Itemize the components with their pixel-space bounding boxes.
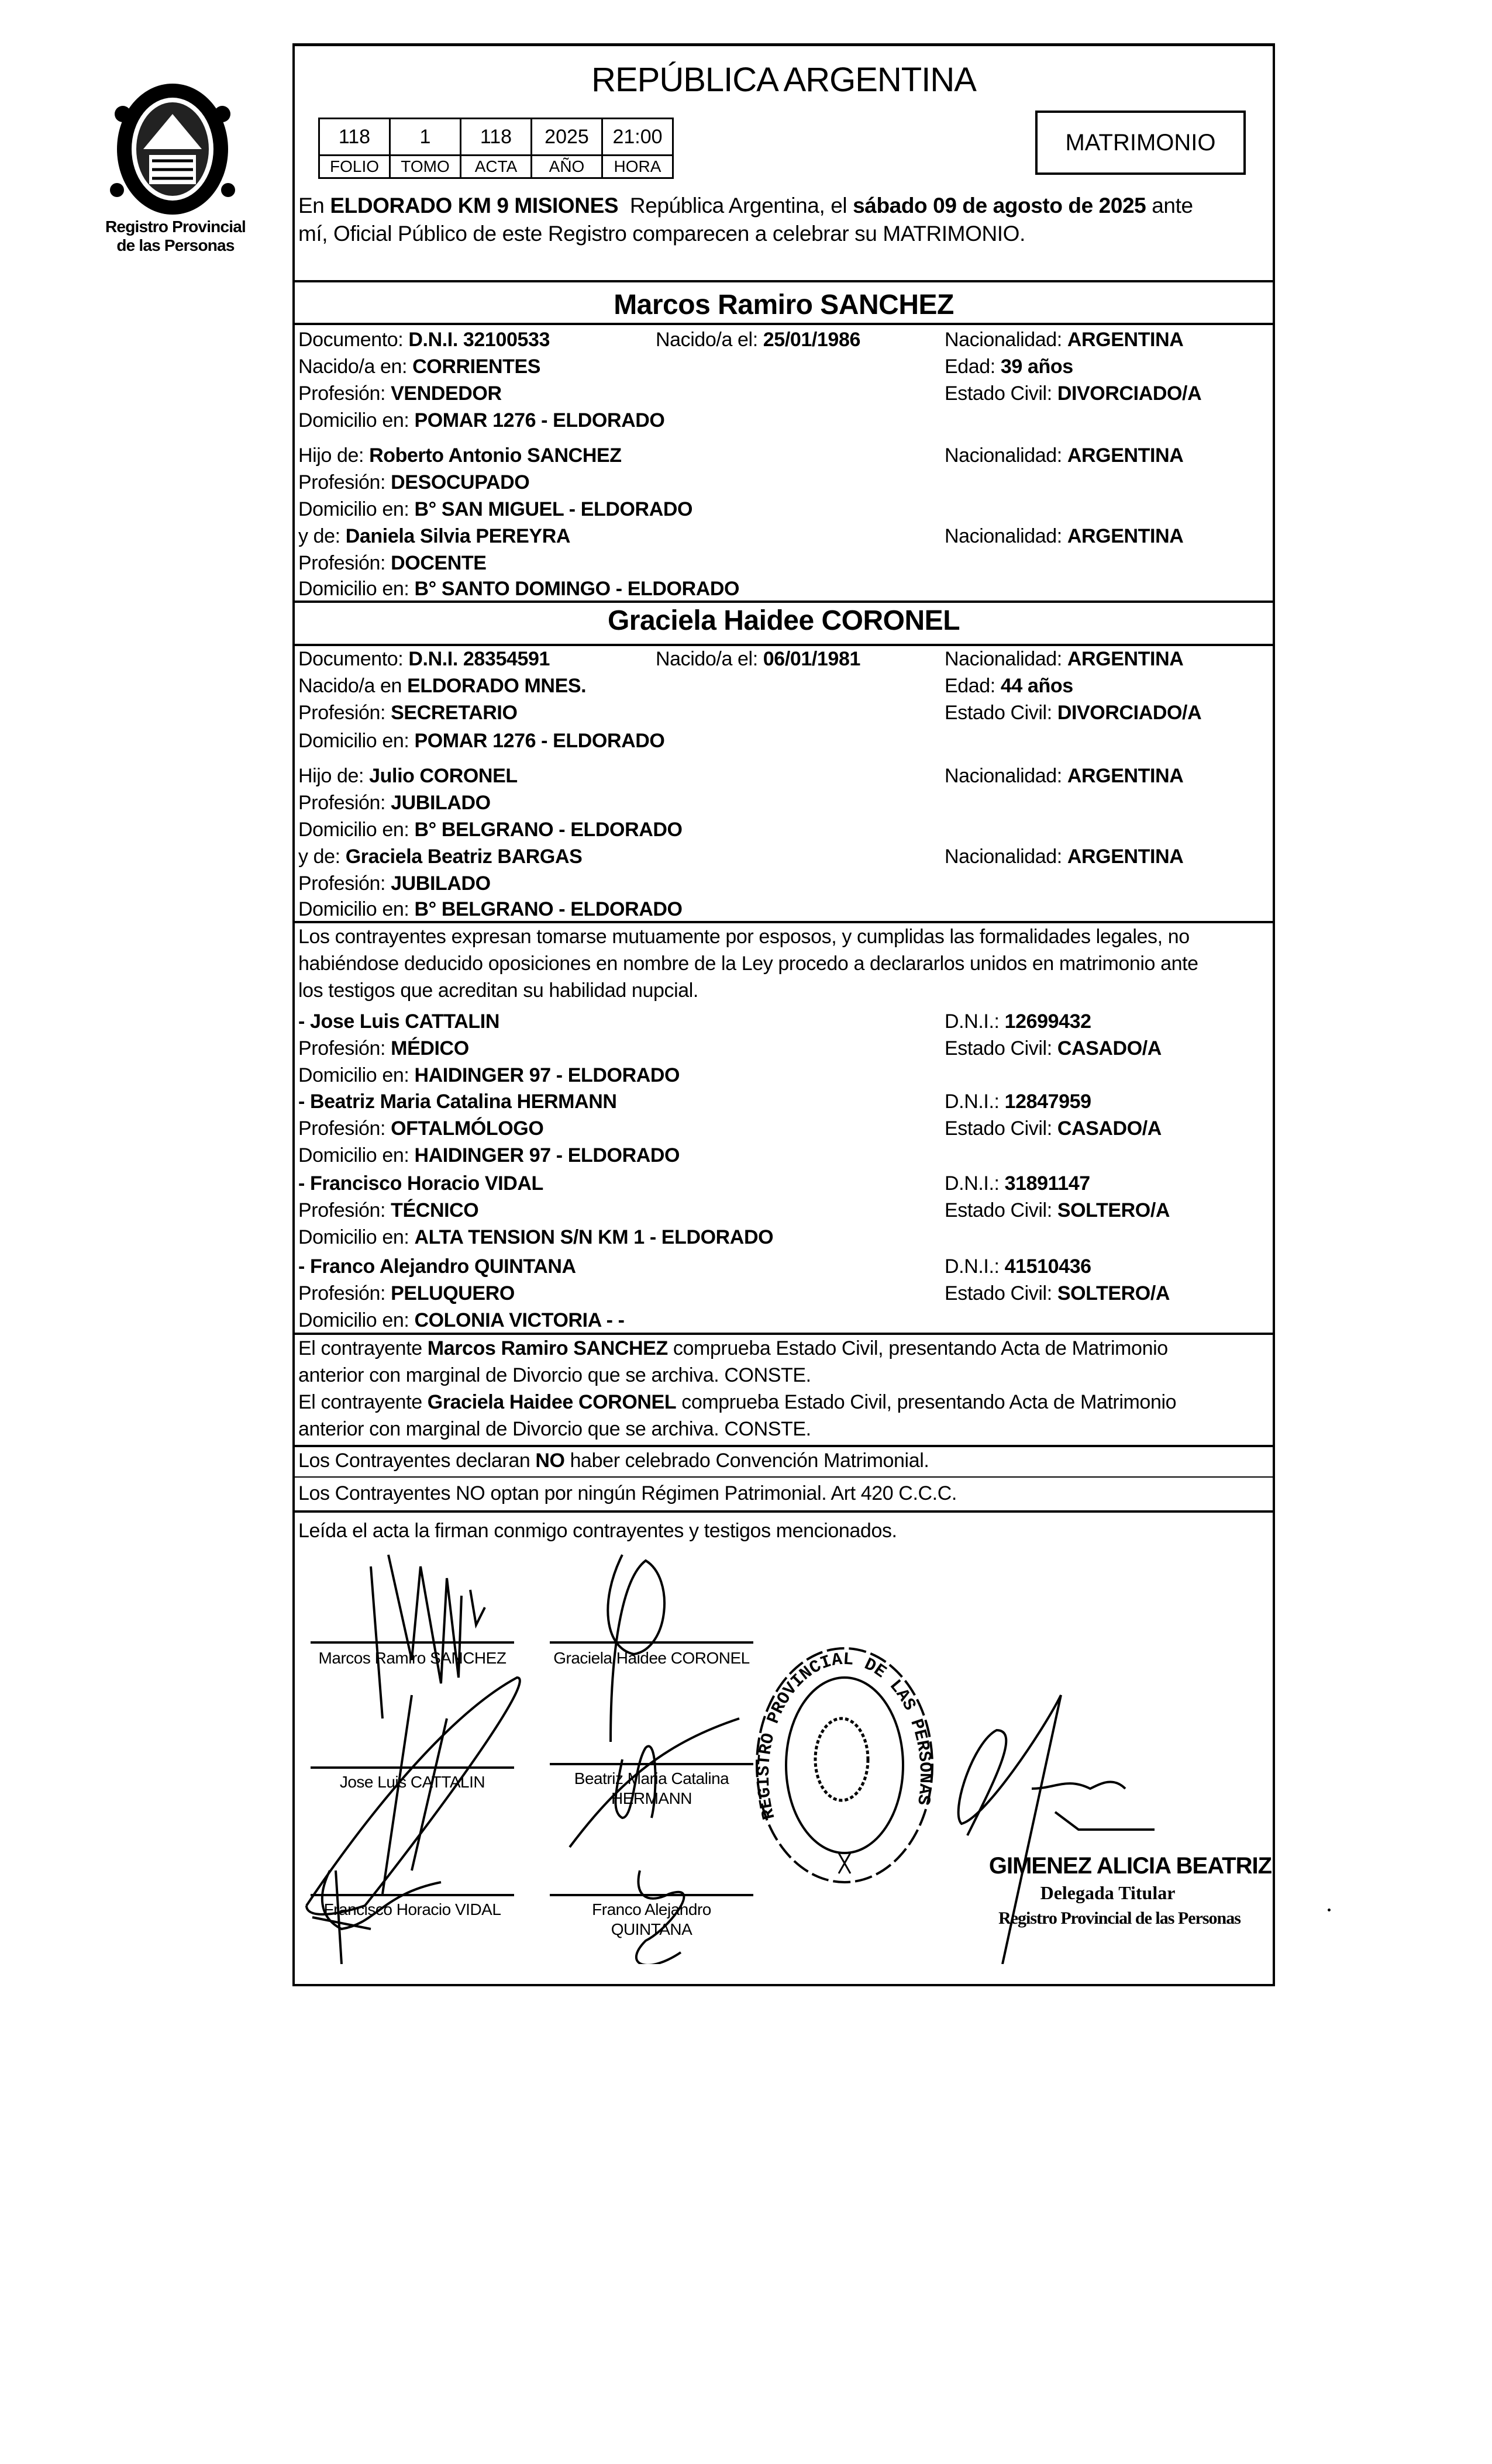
label: Estado Civil: — [945, 1282, 1057, 1305]
label: Domicilio en: — [298, 819, 415, 841]
label: Documento: — [298, 329, 409, 351]
groom-mother-profession: DOCENTE — [391, 552, 487, 574]
acta-value: 118 — [461, 119, 532, 156]
bride-mother — [298, 843, 1184, 870]
label: Edad: — [945, 675, 1001, 697]
groom-mother-address-row — [298, 575, 739, 602]
intro-text: República Argentina, el — [618, 194, 853, 218]
text: comprueba Estado Civil, presentando Acta de Matrimonio — [667, 1337, 1168, 1359]
regime-line-2: Los Contrayentes NO optan por ningún Régimen Patrimonial. Art 420 C.C.C. — [298, 1482, 957, 1504]
groom-father-profession-row — [298, 469, 529, 496]
groom-mother-nationality: ARGENTINA — [1067, 525, 1184, 547]
bride-name: Graciela Haidee CORONEL — [607, 605, 960, 636]
label: Edad: — [945, 356, 1001, 378]
year-value: 2025 — [532, 119, 602, 156]
label: Documento: — [298, 648, 409, 670]
witness-address-row — [298, 1142, 680, 1169]
groom-mother-name: Daniela Silvia PEREYRA — [345, 525, 571, 547]
regime-line-1 — [298, 1447, 929, 1474]
stamp-text: REGISTRO PROVINCIAL DE LAS PERSONAS — [754, 1649, 935, 1821]
label: Profesión: — [298, 1037, 391, 1060]
signature-label-groom: Marcos Ramiro SANCHEZ — [318, 1649, 506, 1667]
witness-dni: 31891147 — [1004, 1172, 1090, 1195]
bride-born-on: 06/01/1981 — [763, 648, 860, 670]
groom-age: 39 años — [1000, 356, 1073, 378]
text: Los Contrayentes declaran — [298, 1450, 536, 1472]
label: Estado Civil: — [945, 1117, 1057, 1140]
official-name: GIMENEZ ALICIA BEATRIZ — [988, 1853, 1272, 1879]
label: Profesión: — [298, 702, 391, 724]
label: Nacionalidad: — [945, 329, 1067, 351]
groom-address: POMAR 1276 - ELDORADO — [414, 409, 665, 432]
civil-proof-bride-line2: anterior con marginal de Divorcio que se archiva. CONSTE. — [298, 1418, 811, 1440]
witness-profession-row — [298, 1115, 1162, 1142]
label: Hijo de: — [298, 444, 370, 467]
groom-father-name: Roberto Antonio SANCHEZ — [369, 444, 622, 467]
text-bold: NO — [535, 1450, 565, 1472]
witness-profession: TÉCNICO — [391, 1199, 479, 1221]
intro-text: ante — [1146, 194, 1193, 218]
witness-profession: OFTALMÓLOGO — [391, 1117, 544, 1140]
civil-proof-name: Marcos Ramiro SANCHEZ — [427, 1337, 668, 1359]
label: Hijo de: — [298, 765, 370, 787]
intro-text: En — [298, 194, 330, 218]
declaration-line: los testigos que acreditan su habilidad nupcial. — [298, 979, 698, 1002]
label: Nacido/a en: — [298, 356, 413, 378]
bride-document: D.N.I. 28354591 — [408, 648, 550, 670]
label: Domicilio en: — [298, 409, 415, 432]
bride-address: POMAR 1276 - ELDORADO — [414, 730, 665, 752]
text: El contrayente — [298, 1337, 428, 1359]
bride-father-address: B° BELGRANO - ELDORADO — [414, 819, 683, 841]
groom-father-address-row — [298, 496, 692, 523]
label: y de: — [298, 525, 346, 547]
label: Domicilio en: — [298, 578, 415, 600]
label: Profesión: — [298, 552, 391, 574]
intro-line-1 — [298, 192, 1193, 219]
label: Profesión: — [298, 471, 391, 494]
label: Nacido/a el: — [656, 329, 763, 351]
bride-father-name: Julio CORONEL — [369, 765, 518, 787]
label: Profesión: — [298, 1282, 391, 1305]
bride-signature — [608, 1555, 664, 1742]
witness-profession-row — [298, 1035, 1162, 1062]
label: Profesión: — [298, 1199, 391, 1221]
declaration-line: habiéndose deducido oposiciones en nombre de la Ley procedo a declararlos unidos en matrimonio ante — [298, 953, 1198, 975]
label: Estado Civil: — [945, 702, 1057, 724]
label: Estado Civil: — [945, 1199, 1057, 1221]
label: Nacionalidad: — [945, 648, 1067, 670]
official-role: Delegada Titular — [1040, 1882, 1176, 1903]
document-title: REPÚBLICA ARGENTINA — [591, 61, 976, 99]
witness-dni: 12847959 — [1004, 1090, 1091, 1113]
label: Domicilio en: — [298, 498, 415, 520]
label: Domicilio en: — [298, 1144, 415, 1167]
bride-profession: SECRETARIO — [391, 702, 518, 724]
witness-address-row — [298, 1062, 680, 1089]
witness-profession: PELUQUERO — [391, 1282, 515, 1305]
province-seal-logo — [94, 79, 251, 219]
witness-dni: 41510436 — [1004, 1255, 1091, 1278]
signature-label-witness-4b: QUINTANA — [611, 1920, 692, 1938]
label: Nacionalidad: — [945, 765, 1067, 787]
bride-mother-name: Graciela Beatriz BARGAS — [345, 846, 583, 868]
signature-label-witness-4a: Franco Alejandro — [592, 1900, 711, 1918]
witness-dni: 12699432 — [1004, 1010, 1091, 1033]
folio-table — [318, 118, 674, 179]
witness-address: HAIDINGER 97 - ELDORADO — [414, 1064, 680, 1086]
bride-mother-address: B° BELGRANO - ELDORADO — [414, 898, 683, 920]
bride-civil: DIVORCIADO/A — [1057, 702, 1202, 724]
label: Nacionalidad: — [945, 525, 1067, 547]
witness2-signature — [570, 1718, 739, 1847]
text: comprueba Estado Civil, presentando Acta de Matrimonio — [676, 1391, 1177, 1413]
witness-civil: CASADO/A — [1057, 1037, 1162, 1060]
svg-text:REGISTRO PROVINCIAL DE LAS PER — [751, 1642, 935, 1821]
intro-line-2: mí, Oficial Público de este Registro comparecen a celebrar su MATRIMONIO. — [298, 222, 1025, 246]
signature-label-witness-2a: Beatriz Maria Catalina — [574, 1769, 729, 1787]
groom-profession: VENDEDOR — [391, 382, 502, 405]
bride-row-profession — [298, 699, 1202, 726]
divider — [295, 1476, 1273, 1478]
record-type: MATRIMONIO — [1065, 129, 1216, 156]
marriage-certificate — [292, 43, 1275, 1986]
label: D.N.I.: — [945, 1010, 1005, 1033]
groom-father-address: B° SAN MIGUEL - ELDORADO — [414, 498, 693, 520]
signature-label-witness-3: Francisco Horacio VIDAL — [323, 1900, 501, 1918]
witness-name-row — [298, 1008, 1091, 1035]
logo-caption-line2: de las Personas — [116, 236, 235, 254]
bride-born-in: ELDORADO MNES. — [407, 675, 587, 697]
label: Domicilio en: — [298, 898, 415, 920]
witness-name: - Beatriz Maria Catalina HERMANN — [298, 1090, 617, 1113]
tomo-value: 1 — [390, 119, 461, 156]
groom-row-profession — [298, 380, 1202, 407]
label: Profesión: — [298, 1117, 391, 1140]
record-type-box — [1035, 111, 1246, 175]
groom-document: D.N.I. 32100533 — [408, 329, 550, 351]
registry-stamp — [751, 1642, 938, 1888]
declaration-line: Los contrayentes expresan tomarse mutuamente por esposos, y cumplidas las formalidades legales, no — [298, 926, 1190, 948]
groom-nationality: ARGENTINA — [1067, 329, 1184, 351]
groom-born-in: CORRIENTES — [412, 356, 541, 378]
groom-name: Marcos Ramiro SANCHEZ — [614, 289, 954, 320]
label: y de: — [298, 846, 346, 868]
witness-address: ALTA TENSION S/N KM 1 - ELDORADO — [414, 1226, 774, 1248]
bride-nationality: ARGENTINA — [1067, 648, 1184, 670]
witness-name-row — [298, 1088, 1091, 1115]
signature-label-bride: Graciela Haidee CORONEL — [553, 1649, 750, 1667]
bride-mother-profession: JUBILADO — [391, 872, 491, 895]
label: D.N.I.: — [945, 1255, 1005, 1278]
civil-proof-groom — [298, 1335, 1168, 1362]
hour-value: 21:00 — [602, 119, 673, 156]
bride-row-document — [298, 646, 1184, 672]
witness-civil: SOLTERO/A — [1057, 1282, 1170, 1305]
groom-mother-profession-row — [298, 550, 487, 577]
label: Nacionalidad: — [945, 846, 1067, 868]
text: haber celebrado Convención Matrimonial. — [564, 1450, 929, 1472]
divider — [295, 1510, 1273, 1513]
witness1-signature — [306, 1678, 520, 1914]
witness-name-row — [298, 1170, 1090, 1197]
label: Estado Civil: — [945, 382, 1057, 405]
groom-row-birthplace — [298, 353, 1073, 380]
groom-mother — [298, 523, 1184, 550]
civil-proof-groom-line2: anterior con marginal de Divorcio que se archiva. CONSTE. — [298, 1364, 811, 1386]
bride-mother-address-row — [298, 896, 683, 923]
official-office: Registro Provincial de las Personas — [998, 1909, 1241, 1928]
divider — [295, 280, 1273, 282]
witness-civil: CASADO/A — [1057, 1117, 1162, 1140]
witness-profession: MÉDICO — [391, 1037, 469, 1060]
tomo-label: TOMO — [390, 156, 461, 178]
groom-row-address — [298, 407, 664, 434]
intro-place: ELDORADO KM 9 MISIONES — [330, 194, 619, 218]
label: D.N.I.: — [945, 1172, 1005, 1195]
bride-row-address — [298, 727, 664, 754]
bride-father — [298, 762, 1184, 789]
witness-address: HAIDINGER 97 - ELDORADO — [414, 1144, 680, 1167]
witness-address-row — [298, 1224, 773, 1251]
hour-label: HORA — [602, 156, 673, 178]
groom-civil: DIVORCIADO/A — [1057, 382, 1202, 405]
folio-value: 118 — [319, 119, 390, 156]
groom-father-profession: DESOCUPADO — [391, 471, 530, 494]
closing-text: Leída el acta la firman conmigo contrayentes y testigos mencionados. — [298, 1520, 897, 1542]
groom-father — [298, 442, 1184, 469]
witness-civil: SOLTERO/A — [1057, 1199, 1170, 1221]
year-label: AÑO — [532, 156, 602, 178]
divider — [295, 601, 1273, 603]
witness-profession-row — [298, 1280, 1170, 1307]
witness-name: - Francisco Horacio VIDAL — [298, 1172, 543, 1195]
witness-name: - Franco Alejandro QUINTANA — [298, 1255, 576, 1278]
witness-name: - Jose Luis CATTALIN — [298, 1010, 499, 1033]
groom-mother-address: B° SANTO DOMINGO - ELDORADO — [414, 578, 740, 600]
witness3-signature — [312, 1871, 441, 1964]
groom-father-nationality: ARGENTINA — [1067, 444, 1184, 467]
label: Profesión: — [298, 872, 391, 895]
folio-label: FOLIO — [319, 156, 390, 178]
civil-proof-name: Graciela Haidee CORONEL — [427, 1391, 677, 1413]
label: Domicilio en: — [298, 730, 415, 752]
groom-row-document — [298, 326, 1184, 353]
label: Profesión: — [298, 792, 391, 814]
scan-dot — [1328, 1909, 1331, 1911]
signature-label-witness-1: Jose Luis CATTALIN — [339, 1773, 485, 1791]
bride-age: 44 años — [1000, 675, 1073, 697]
bride-father-profession-row — [298, 789, 491, 816]
signature-label-witness-2b: HERMANN — [611, 1789, 692, 1807]
logo-caption — [82, 218, 269, 255]
label: Nacionalidad: — [945, 444, 1067, 467]
text: El contrayente — [298, 1391, 428, 1413]
groom-born-on: 25/01/1986 — [763, 329, 860, 351]
logo-caption-line1: Registro Provincial — [105, 218, 246, 236]
bride-father-nationality: ARGENTINA — [1067, 765, 1184, 787]
bride-mother-nationality: ARGENTINA — [1067, 846, 1184, 868]
label: Domicilio en: — [298, 1309, 415, 1331]
witness4-signature — [636, 1871, 684, 1964]
witness-address: COLONIA VICTORIA - - — [414, 1309, 625, 1331]
label: Domicilio en: — [298, 1226, 415, 1248]
witness-address-row — [298, 1307, 625, 1334]
intro-date: sábado 09 de agosto de 2025 — [853, 194, 1146, 218]
label: Estado Civil: — [945, 1037, 1057, 1060]
bride-father-address-row — [298, 816, 683, 843]
acta-label: ACTA — [461, 156, 532, 178]
witness-name-row — [298, 1253, 1091, 1280]
label: D.N.I.: — [945, 1090, 1005, 1113]
bride-mother-profession-row — [298, 870, 491, 897]
groom-signature — [371, 1555, 485, 1718]
bride-father-profession: JUBILADO — [391, 792, 491, 814]
bride-row-birthplace — [298, 672, 1073, 699]
label: Nacido/a el: — [656, 648, 763, 670]
label: Profesión: — [298, 382, 391, 405]
civil-proof-bride — [298, 1389, 1176, 1416]
label: Domicilio en: — [298, 1064, 415, 1086]
label: Nacido/a en — [298, 675, 408, 697]
divider — [295, 323, 1273, 325]
witness-profession-row — [298, 1197, 1170, 1224]
